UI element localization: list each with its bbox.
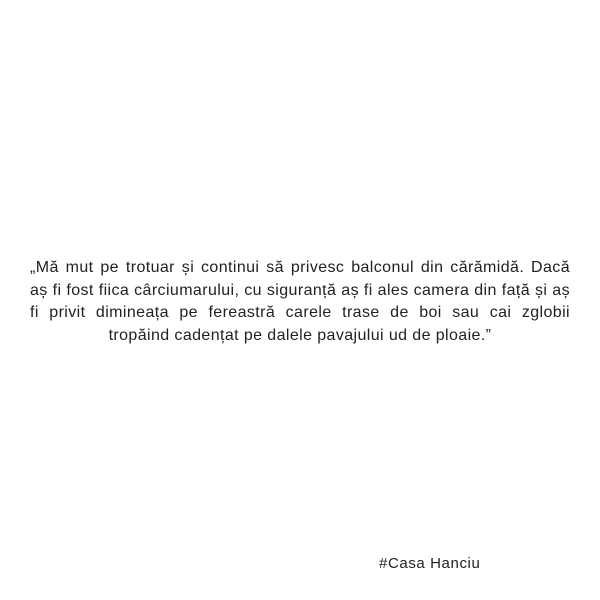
hashtag-label: #Casa Hanciu [379,555,481,572]
quote-text: „Mă mut pe trotuar și continui să privesc balconul din cărămidă. Dacă aș fi fost fiica cârciumarului, cu siguranță aș fi ales camera din față și aș fi privit dimineața pe fereastră carele trase de boi sau cai zglobii tropăind cadențat pe dalele pavajului ud de ploaie.” [30,259,570,344]
